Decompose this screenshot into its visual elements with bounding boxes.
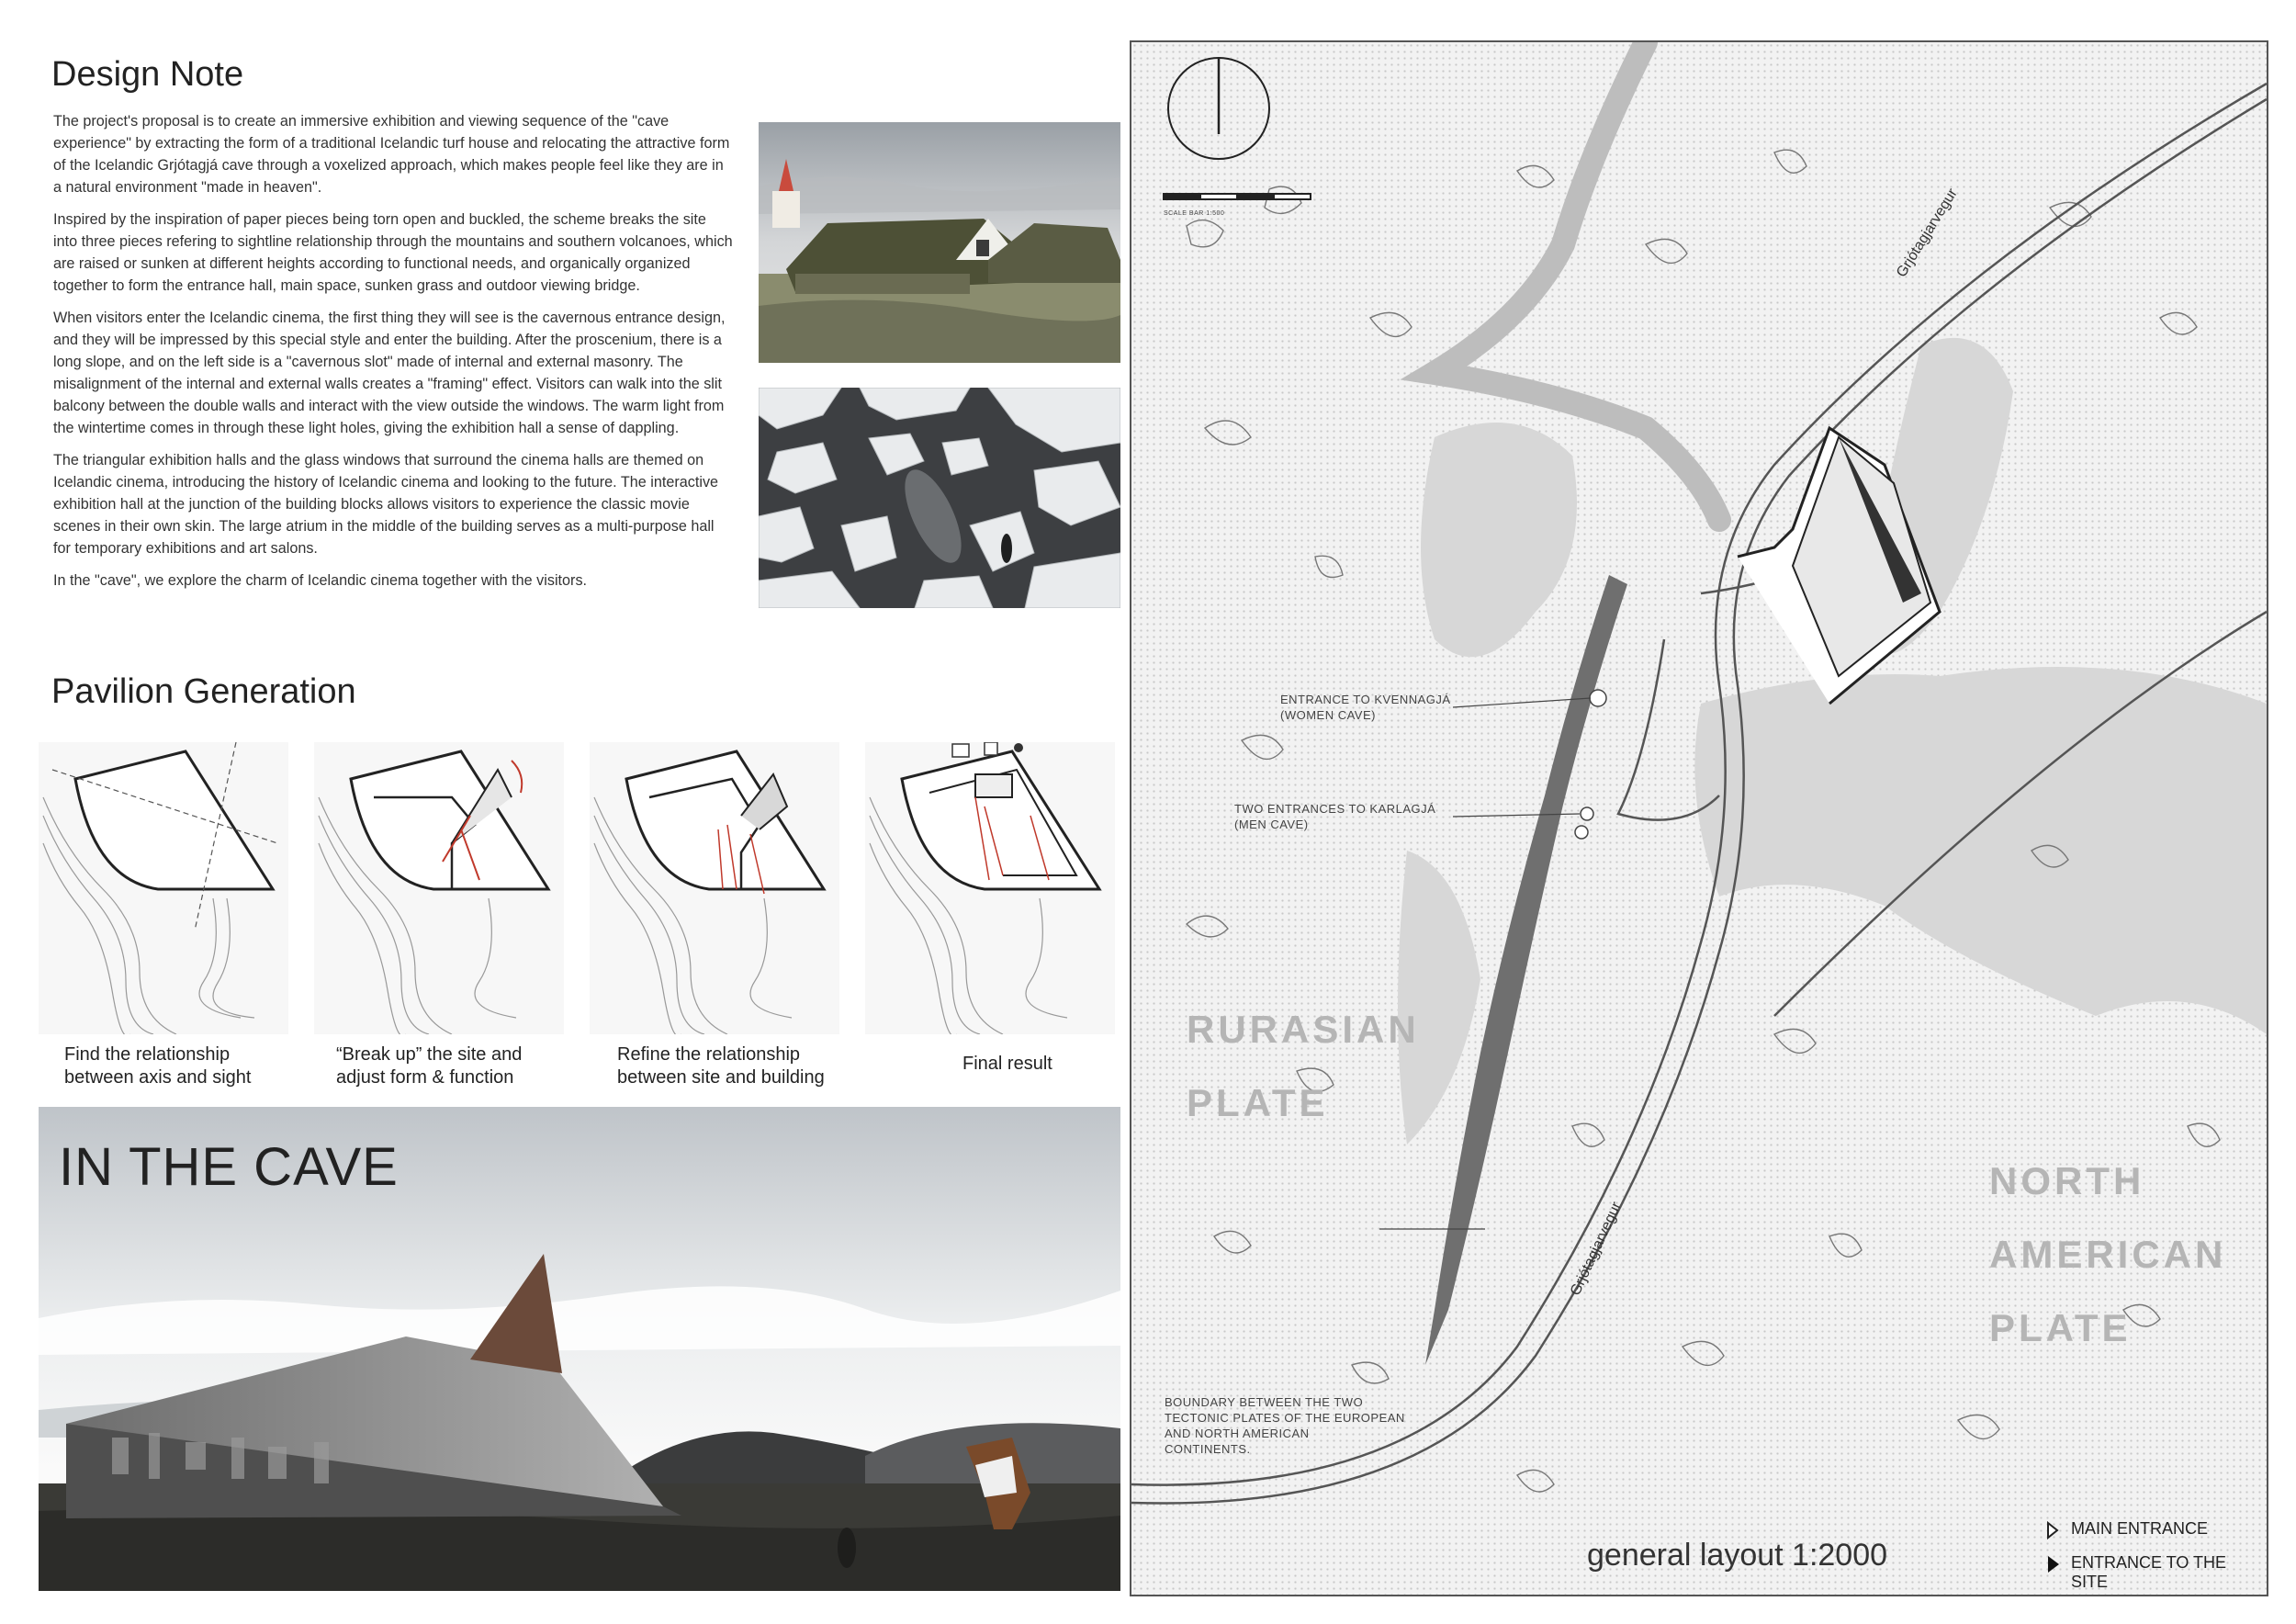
generation-step-1-diagram: [39, 742, 288, 1034]
generation-step-1-caption: [64, 1043, 251, 1089]
render-title: IN THE CAVE: [59, 1137, 399, 1197]
karlagja-label: [1234, 801, 1435, 832]
generation-step-3-caption: [617, 1043, 825, 1089]
road-label-south: Grjótagjarvegur: [1568, 1200, 1626, 1299]
caption-line: “Break up” the site and: [336, 1044, 523, 1065]
step-3-drawing: [590, 742, 839, 1034]
generation-step-2-diagram: [314, 742, 564, 1034]
generation-step-4-diagram: [865, 742, 1115, 1034]
ice-cave-illustration: [759, 388, 1120, 608]
caption-line: between axis and sight: [64, 1067, 252, 1088]
label-line: ENTRANCE TO KVENNAGJÁ: [1280, 693, 1451, 706]
label-line: (WOMEN CAVE): [1280, 708, 1376, 722]
plate-line: PLATE: [1187, 1081, 1329, 1124]
layout-title: general layout 1:2000: [1587, 1538, 1888, 1573]
pavilion-title: Pavilion Generation: [51, 672, 356, 711]
step-1-drawing: [39, 742, 288, 1034]
plate-line: AMERICAN: [1989, 1233, 2227, 1276]
eurasian-plate-label: [1187, 993, 1420, 1140]
caption-line: Final result: [962, 1054, 1052, 1074]
label-line: CONTINENTS.: [1165, 1442, 1251, 1456]
legend-site-entrance: ENTRANCE TO THE SITE: [2071, 1553, 2227, 1591]
caption-line: Find the relationship: [64, 1044, 231, 1065]
plate-line: RURASIAN: [1187, 1008, 1420, 1051]
plate-line: PLATE: [1989, 1306, 2132, 1349]
scale-bar-text: SCALE BAR 1:500: [1164, 210, 1225, 217]
design-note-paragraph: In the "cave", we explore the charm of Icelandic cinema together with the visitors.: [53, 572, 588, 589]
design-note-paragraph: Inspired by the inspiration of paper pieces being torn open and buckled, the scheme breaks the site into three pieces refering to sightline relationship through the mountains and southern volcanoes, which are raised or sunken at different heights according to functional needs, and organically organized together to form the entrance hall, main space, sunken grass and outdoor viewing bridge.: [53, 211, 733, 294]
label-line: AND NORTH AMERICAN: [1165, 1427, 1310, 1440]
general-layout-map: [1130, 40, 2268, 1596]
ice-cave-photo: [759, 388, 1120, 608]
step-2-drawing: [314, 742, 564, 1034]
label-line: BOUNDARY BETWEEN THE TWO: [1165, 1395, 1364, 1409]
label-line: (MEN CAVE): [1234, 818, 1309, 831]
caption-line: adjust form & function: [336, 1067, 514, 1088]
generation-step-3-diagram: [590, 742, 839, 1034]
turf-house-photo: [759, 122, 1120, 363]
in-the-cave-render: [39, 1107, 1120, 1591]
plate-line: NORTH: [1989, 1159, 2145, 1202]
road-label-north: Grjótagjarvegur: [1894, 186, 1961, 281]
label-line: TWO ENTRANCES TO KARLAGJÁ: [1234, 802, 1436, 816]
caption-line: Refine the relationship: [617, 1044, 801, 1065]
caption-line: between site and building: [617, 1067, 825, 1088]
generation-step-4-caption: [962, 1053, 1052, 1076]
kvennagja-label: [1280, 692, 1451, 723]
design-note-paragraph: The project's proposal is to create an immersive exhibition and viewing sequence of the "cave experience" by extracting the form of a traditional Icelandic turf house and relocating the attractive form of the Icelandic Grjótagjá cave through a voxelized approach, which makes people feel like they are in a natural environment "made in heaven".: [53, 113, 730, 196]
label-line: TECTONIC PLATES OF THE EUROPEAN: [1165, 1411, 1405, 1425]
design-note-title: Design Note: [51, 55, 244, 94]
design-note-paragraph: When visitors enter the Icelandic cinema, the first thing they will see is the cavernous entrance design, and they will be impressed by this special style and enter the building. After the proscenium, there is a long slope, and on the left side is a "cavernous slot" made of internal and external masonry. The misalignment of the internal and external walls creates a "framing" effect. Visitors can walk into the slit balcony between the double walls and interact with the view outside the windows. The warm light from the wintertime comes in through these light holes, giving the exhibition hall a sense of dappling.: [53, 310, 726, 436]
step-4-drawing: [865, 742, 1115, 1034]
turf-house-illustration: [759, 122, 1120, 363]
generation-step-2-caption: [336, 1043, 522, 1089]
north-american-plate-label: [1989, 1145, 2226, 1365]
legend-main-entrance: MAIN ENTRANCE: [2071, 1519, 2209, 1538]
design-note-paragraph: The triangular exhibition halls and the glass windows that surround the cinema halls are themed on Icelandic cinema, introducing the history of Icelandic cinema and looking to the future. The interactive exhibition hall at the junction of the building blocks allows visitors to experience the classic movie scenes in their own skin. The large atrium in the middle of the building serves as a multi-purpose hall for temporary exhibitions and art salons.: [53, 452, 719, 557]
design-note-text: [53, 110, 733, 602]
boundary-label: [1165, 1394, 1405, 1457]
